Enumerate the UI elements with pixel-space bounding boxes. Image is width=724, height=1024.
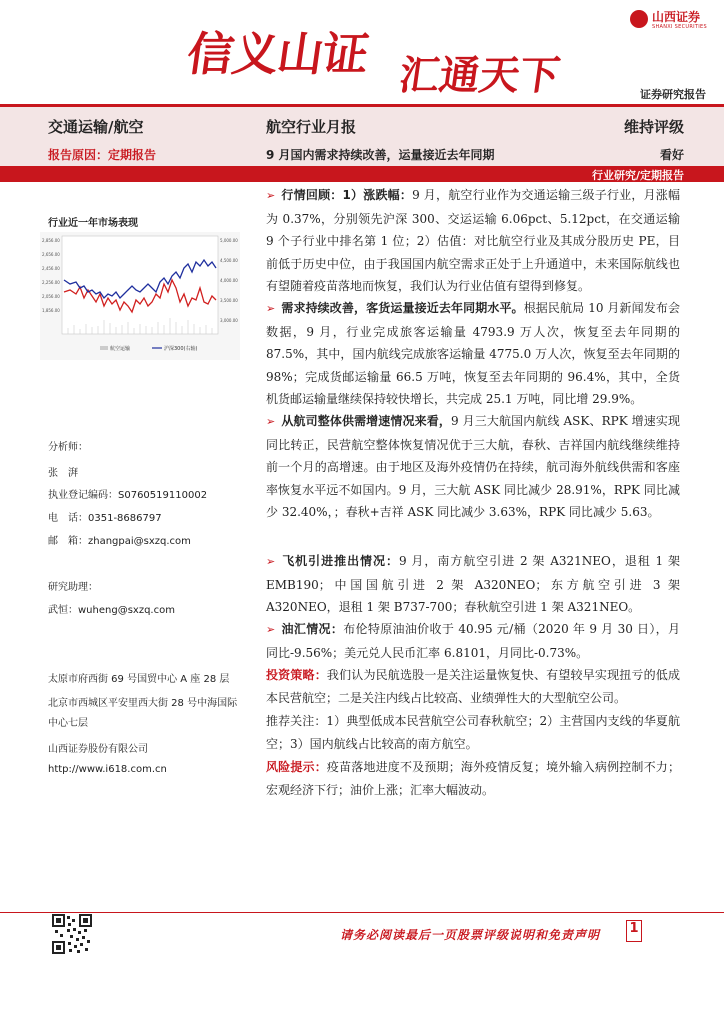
svg-text:2,856.00: 2,856.00 bbox=[42, 238, 60, 243]
paragraph-oil-fx bbox=[266, 618, 680, 664]
bullet-icon: ➢ bbox=[266, 189, 276, 202]
rating: 维持评级 bbox=[623, 118, 684, 136]
company-website[interactable]: http://www.i618.com.cn bbox=[48, 764, 167, 775]
svg-text:4,500.00: 4,500.00 bbox=[220, 258, 238, 263]
report-type: 航空行业月报 bbox=[266, 118, 357, 136]
svg-text:2,656.00: 2,656.00 bbox=[42, 252, 60, 257]
bullet-icon: ➢ bbox=[266, 302, 276, 315]
analyst-name: 张 湃 bbox=[48, 468, 78, 479]
bullet-icon: ➢ bbox=[266, 415, 276, 428]
address-taiyuan: 太原市府西街 69 号国贸中心 A 座 28 层 bbox=[48, 674, 230, 685]
text-demand: 根据民航局 10 月新闻发布会数据，9 月，行业完成旅客运输量 4793.9 万人次，恢复至去年同期的 87.5%，其中，国内航线完成旅客运输量 4775.0 万人次，恢复至去年同期的 98%；完成货邮运输量 66.5 万吨，恢复至去年同期的 96.4%，其中，全货机货邮运输量继续保持较快增长，共完成 25.1 万吨，同比增 29.9%。 bbox=[266, 301, 680, 407]
svg-text:3,500.00: 3,500.00 bbox=[220, 298, 238, 303]
svg-text:1,856.00: 1,856.00 bbox=[42, 308, 60, 313]
svg-text:2,256.00: 2,256.00 bbox=[42, 280, 60, 285]
legend-airline: 航空运输 bbox=[110, 346, 131, 352]
legend-swatch-volume bbox=[100, 346, 108, 350]
svg-text:2,056.00: 2,056.00 bbox=[42, 294, 60, 299]
lead-market-review: 行情回顾：1）涨跌幅： bbox=[281, 188, 413, 202]
report-tag: 证券研究报告 bbox=[640, 88, 706, 101]
lead-risk: 风险提示： bbox=[266, 760, 327, 774]
report-reason: 报告原因：定期报告 bbox=[48, 148, 157, 162]
lead-fleet: 飞机引进推出情况： bbox=[281, 554, 399, 568]
text-strategy: 我们认为民航选股一是关注运量恢复快、有望较早实现扭亏的低成本民营航空；二是关注内线占比较高、业绩弹性大的大型航空公司。 bbox=[266, 668, 680, 705]
company-name: 山西证券股份有限公司 bbox=[48, 744, 148, 755]
assistant-label: 研究助理： bbox=[48, 582, 98, 593]
footer-divider bbox=[0, 912, 724, 913]
text-oil-fx: 布伦特原油油价收于 40.95 元/桶（2020 年 9 月 30 日），月同比-9.56%；美元兑人民币汇率 6.8101，月同比-0.73%。 bbox=[266, 622, 680, 660]
paragraph-recommend bbox=[266, 710, 680, 755]
logo-mark-icon bbox=[630, 10, 648, 28]
rating-view: 看好 bbox=[659, 148, 684, 162]
slogan-left: 信义山证 bbox=[183, 27, 372, 81]
logo-cn: 山西证券 bbox=[652, 10, 701, 24]
paragraph-supply bbox=[266, 410, 680, 524]
paragraph-strategy bbox=[266, 664, 680, 709]
analyst-license: 执业登记编码：S0760519110002 bbox=[48, 490, 208, 501]
bullet-icon: ➢ bbox=[266, 555, 276, 568]
text-risk: 疫苗落地进度不及预期；海外疫情反复；境外输入病例控制不力；宏观经济下行；油价上涨；汇率大幅波动。 bbox=[266, 760, 680, 797]
slogan-right: 汇通天下 bbox=[396, 53, 563, 99]
market-chart-svg bbox=[40, 232, 240, 360]
svg-text:4,000.00: 4,000.00 bbox=[220, 278, 238, 283]
page-number: 1 bbox=[629, 921, 639, 936]
lead-supply: 从航司整体供需增速情况来看， bbox=[281, 414, 452, 428]
company-logo bbox=[630, 8, 718, 36]
chart-plot-area bbox=[62, 236, 218, 334]
text-recommend: 推荐关注：1）典型低成本民营航空公司春秋航空；2）主营国内支线的华夏航空；3）国内航线占比较高的南方航空。 bbox=[266, 714, 680, 751]
svg-text:2,456.00: 2,456.00 bbox=[42, 266, 60, 271]
industry-title: 交通运输/航空 bbox=[48, 118, 144, 136]
svg-text:5,000.00: 5,000.00 bbox=[220, 238, 238, 243]
address-beijing: 北京市西城区平安里西大街 28 号中海国际中心七层 bbox=[48, 698, 238, 729]
assistant-contact[interactable]: 武恒：wuheng@sxzq.com bbox=[48, 605, 175, 616]
category-strip-text: 行业研究/定期报告 bbox=[591, 169, 684, 182]
qr-code-svg bbox=[52, 914, 92, 954]
lead-demand: 需求持续改善，客货运量接近去年同期水平。 bbox=[281, 301, 524, 315]
paragraph-market-review bbox=[266, 184, 680, 298]
text-market-review: 9 月，航空行业作为交通运输三级子行业，月涨幅为 0.37%，分别领先沪深 300、交运运输 6.06pct、5.12pct，在交通运输 9 个子行业中排名第 1 位；2）估值：对比航空行业及其成分股历史 PE，目前低于历史中位，由于我国国内航空需求正处于上升通道中，未来国际航线也有望随着疫苗落地而恢复，我们认为行业估值有望得到修复。 bbox=[266, 188, 680, 294]
logo-en: SHANXI SECURITIES bbox=[652, 24, 707, 30]
chart-title: 行业近一年市场表现 bbox=[48, 218, 138, 229]
text-supply: 9 月三大航国内航线 ASK、RPK 增速实现同比转正，民营航空整体恢复情况优于三大航，春秋、吉祥国内航线继续维持前一个月的高增速。由于地区及海外疫情仍在持续，航司海外航线供需和客座率恢复水平远不如国内。9 月，三大航 ASK 同比减少 28.91%，RPK 同比减少 32.40%，；春秋+吉祥 ASK 同比减少 3.63%，RPK 同比减少 5.63。 bbox=[266, 414, 680, 520]
bullet-icon: ➢ bbox=[266, 623, 276, 636]
legend-hs300: 沪深300(右轴) bbox=[164, 346, 198, 352]
lead-oil-fx: 油汇情况： bbox=[281, 622, 344, 636]
qr-code-icon bbox=[52, 914, 92, 954]
svg-text:3,000.00: 3,000.00 bbox=[220, 318, 238, 323]
paragraph-demand bbox=[266, 297, 680, 411]
analyst-phone: 电 话：0351-8686797 bbox=[48, 513, 162, 524]
analyst-label: 分析师： bbox=[48, 442, 88, 453]
market-chart bbox=[40, 232, 240, 360]
headline: 9 月国内需求持续改善，运量接近去年同期 bbox=[266, 148, 495, 162]
analyst-email[interactable]: 邮 箱：zhangpai@sxzq.com bbox=[48, 536, 191, 547]
text-fleet: 9 月，南方航空引进 2 架 A321NEO，退租 1 架 EMB190；中国国航引进 2 架 A320NEO；东方航空引进 3 架 A320NEO，退租 1 架 B737-700；春秋航空引进 1 架 A321NEO。 bbox=[266, 554, 680, 615]
disclaimer-note: 请务必阅读最后一页股票评级说明和免责声明 bbox=[340, 928, 601, 942]
paragraph-fleet bbox=[266, 550, 680, 619]
paragraph-risk bbox=[266, 756, 680, 801]
lead-strategy: 投资策略： bbox=[266, 668, 327, 682]
